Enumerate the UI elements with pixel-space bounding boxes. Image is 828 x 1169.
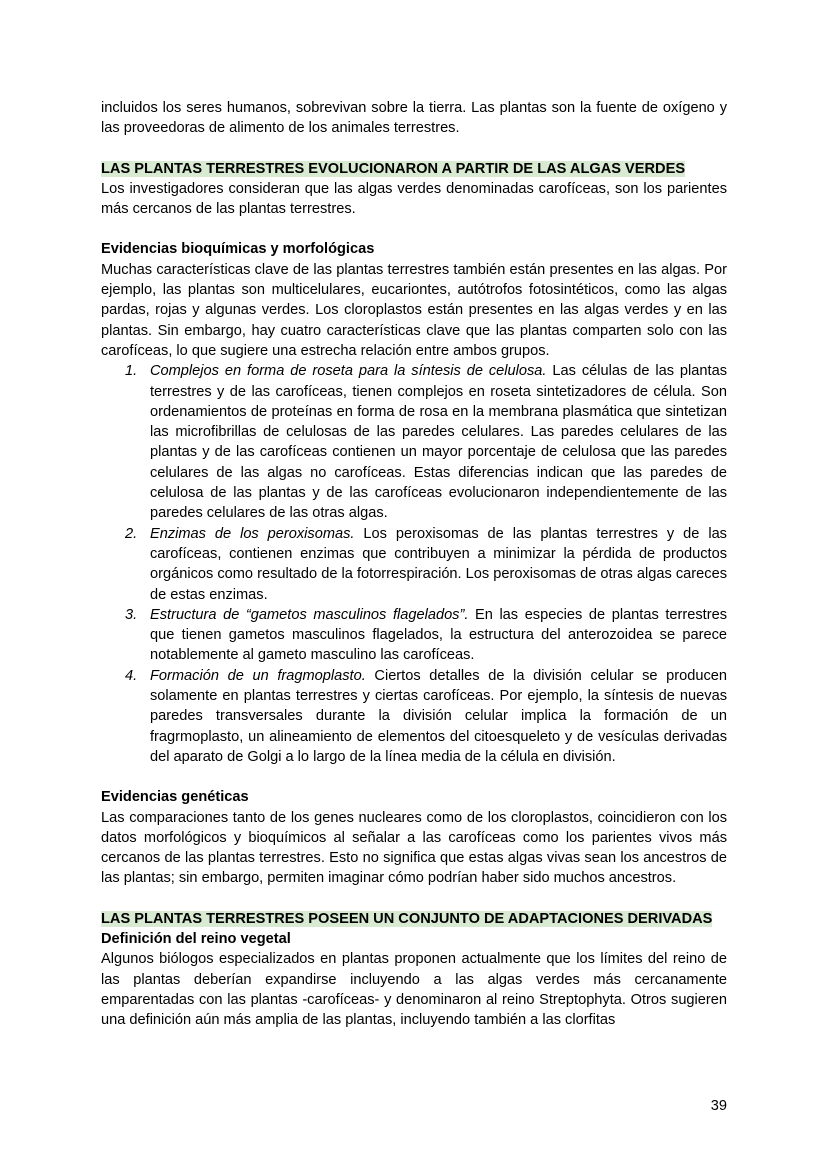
biochemical-paragraph: Muchas características clave de las plantas terrestres también están presentes en las algas. Por ejemplo, las plantas son multicelulares, eucariontes, autótrofos fotosintéticos, como las algas pardas, rojas y algunas verdes. Los cloroplastos están presentes en las algas verdes y en las plantas. Sin embargo, hay cuatro características clave que las plantas comparten solo con las carofíceas, lo que sugiere una estrecha relación entre ambos grupos.: [101, 261, 727, 359]
list-item-text: Los peroxisomas de las plantas terrestres y de las carofíceas, contienen enzimas que contribuyen a minimizar la pérdida de productos orgánicos como resultado de la fotorrespiración. Los peroxisomas de otras algas careces de estas enzimas.: [150, 525, 727, 603]
subheading-definition: Definición del reino vegetal: [101, 930, 291, 947]
list-item-number: 4.: [125, 667, 138, 684]
list-item-title: Formación de un fragmoplasto.: [150, 667, 366, 684]
subheading-biochemical: Evidencias bioquímicas y morfológicas: [101, 241, 375, 258]
page-number: 39: [710, 1098, 727, 1114]
section-paragraph-evolution: Los investigadores consideran que las algas verdes denominadas carofíceas, son los parientes más cercanos de las plantas terrestres.: [101, 180, 727, 218]
intro-paragraph: incluidos los seres humanos, sobrevivan sobre la tierra. Las plantas son la fuente de oxígeno y las proveedoras de alimento de los animales terrestres.: [101, 100, 727, 137]
section-heading-evolution: [101, 159, 727, 179]
subheading-genetic: Evidencias genéticas: [101, 789, 249, 806]
list-item: [101, 524, 727, 605]
list-item-title: Estructura de “gametos masculinos flagelados”.: [150, 606, 469, 623]
list-item-number: 3.: [125, 606, 138, 623]
document-page: [101, 98, 727, 1030]
list-item-title: Complejos en forma de roseta para la síntesis de celulosa.: [150, 363, 547, 380]
list-item-text: En las especies de plantas terrestres que tienen gametos masculinos flagelados, la estructura del anterozoidea se parece notablemente al gameto masculino las carofíceas.: [150, 606, 727, 664]
characteristics-list: [101, 361, 727, 767]
list-item-text: Las células de las plantas terrestres y de las carofíceas, tienen complejos en roseta sintetizadores de célula. Son ordenamientos de proteínas en forma de rosa en la membrana plasmática que sintetizan las microfibrillas de celulosas de las paredes celulares. Las paredes celulares de las plantas y de las carofíceas contienen un mayor porcentaje de celulosa que las paredes celulares de las algas no carofíceas. Estas diferencias indican que las paredes de celulosa de las plantas y de las carofíceas evolucionaron independientemente de las paredes celulares de las otras algas.: [150, 363, 727, 522]
list-item-text: Ciertos detalles de la división celular se producen solamente en plantas terrestres y ciertas carofíceas. Por ejemplo, la síntesis de nuevas paredes transversales durante la división celular implica la formación de un fragrmoplasto, un alineamiento de elementos del citoesqueleto y de vesículas derivadas del aparato de Golgi a lo largo de la línea media de la célula en división.: [150, 667, 727, 765]
definition-paragraph: Algunos biólogos especializados en plantas proponen actualmente que los límites del reino de las plantas deberían expandirse incluyendo a las algas verdes más cercanamente emparentadas con las plantas -carofíceas- y denominaron al reino Streptophyta. Otros sugieren una definición aún más amplia de las plantas, incluyendo también a las clorfitas: [101, 951, 727, 1029]
list-item: [101, 666, 727, 767]
list-item: [101, 361, 727, 523]
section-heading-adaptations: [101, 909, 727, 929]
section-heading-evolution-text: LAS PLANTAS TERRESTRES EVOLUCIONARON A PARTIR DE LAS ALGAS VERDES: [101, 160, 686, 177]
list-item-title: Enzimas de los peroxisomas.: [150, 525, 355, 542]
section-heading-adaptations-text: LAS PLANTAS TERRESTRES POSEEN UN CONJUNTO DE ADAPTACIONES DERIVADAS: [101, 910, 713, 927]
genetic-paragraph: Las comparaciones tanto de los genes nucleares como de los cloroplastos, coincidieron con los datos morfológicos y bioquímicos al señalar a las carofíceas como los parientes vivos más cercanos de las plantas terrestres. Esto no significa que estas algas vivas sean los ancestros de las plantas; sin embargo, permiten imaginar cómo podrían haber sido muchos ancestros.: [101, 809, 727, 887]
list-item: [101, 605, 727, 666]
list-item-number: 2.: [125, 525, 138, 542]
list-item-number: 1.: [125, 363, 138, 380]
